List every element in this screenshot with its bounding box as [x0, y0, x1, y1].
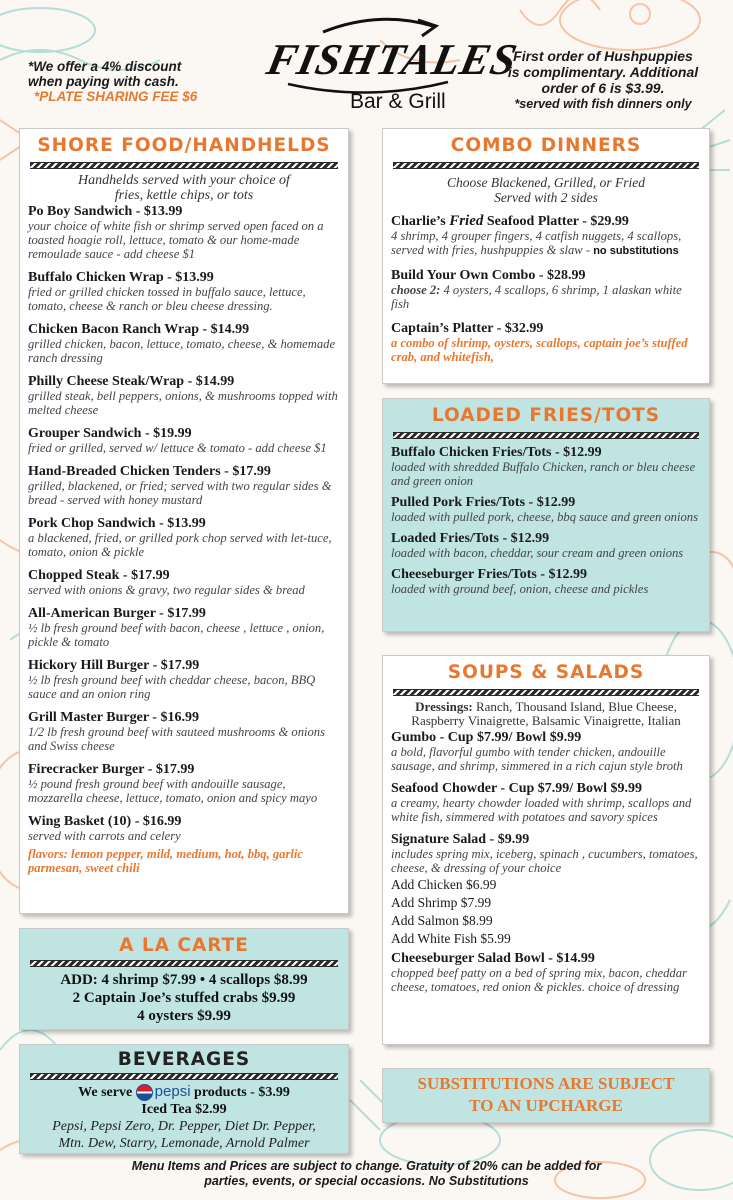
addon-item: Add Salmon $8.99: [391, 913, 493, 928]
item-description: fried or grilled, served w/ lettuce & tomato - add cheese $1: [28, 441, 327, 455]
item-description: served with carrots and celery: [28, 829, 181, 843]
item-name-part: Charlie’s: [391, 214, 450, 229]
desc-text: 4 oysters, 4 scallops, 6 shrimp, 1 alaskan white fish: [391, 283, 682, 311]
section-title: BEVERAGES: [117, 1049, 251, 1070]
soups-salads-section: [382, 655, 710, 1045]
pepsi-wordmark: pepsi: [154, 1083, 191, 1100]
item-name: All-American Burger - $17.99: [28, 606, 206, 621]
item-description: loaded with shredded Buffalo Chicken, ranch or bleu cheese and green onion: [391, 460, 696, 488]
logo-subtitle: Bar & Grill: [350, 90, 446, 113]
menu-item: [391, 567, 701, 596]
item-description: includes spring mix, iceberg, spinach , cucumbers, tomatoes, cheese, & dressing of your choice: [391, 847, 698, 875]
drink-list-line: Mtn. Dew, Starry, Lemonade, Arnold Palmer: [58, 1136, 310, 1152]
item-name: Chicken Bacon Ranch Wrap - $14.99: [28, 322, 250, 337]
item-name: Pulled Pork Fries/Tots - $12.99: [391, 495, 576, 510]
section-intro: [391, 175, 701, 205]
loaded-fries-section: [382, 398, 710, 632]
iced-tea-line: Iced Tea $2.99: [141, 1102, 227, 1118]
carte-line: ADD: 4 shrimp $7.99 • 4 scallops $8.99: [60, 972, 308, 988]
item-name: Gumbo - Cup $7.99/ Bowl $9.99: [391, 730, 582, 745]
rope-divider: [393, 162, 699, 169]
footer-disclaimer: [60, 1159, 673, 1189]
item-name: Philly Cheese Steak/Wrap - $14.99: [28, 374, 235, 389]
restaurant-logo: [262, 14, 522, 120]
menu-item: [391, 730, 701, 773]
menu-item: [391, 445, 701, 488]
item-description: ½ lb fresh ground beef with bacon, cheese , lettuce , onion, pickle & tomato: [28, 621, 325, 649]
item-name: Grill Master Burger - $16.99: [28, 710, 199, 725]
intro-line: Handhelds served with your choice of: [78, 173, 290, 188]
item-description: loaded with pulled pork, cheese, bbq sauce and green onions: [391, 510, 698, 524]
menu-item: [391, 321, 701, 364]
menu-item: [28, 710, 340, 753]
menu-item: [391, 531, 701, 560]
dressings-line: Ranch, Thousand Island, Blue Cheese,: [472, 699, 677, 714]
menu-item: [28, 658, 340, 701]
item-name: Hickory Hill Burger - $17.99: [28, 658, 200, 673]
item-description: 1/2 lb fresh ground beef with sauteed mushrooms & onions and Swiss cheese: [28, 725, 325, 753]
menu-item: [391, 268, 701, 311]
a-la-carte-section: [19, 928, 349, 1030]
pepsi-products-line: [28, 1083, 340, 1101]
intro-line: Served with 2 sides: [494, 190, 598, 205]
dressings-list: [391, 700, 701, 728]
footer-line: parties, events, or special occasions. No Substitutions: [204, 1174, 529, 1188]
dressings-label: Dressings:: [415, 699, 473, 714]
shore-food-section: [19, 128, 349, 914]
menu-item: [391, 951, 701, 994]
no-substitutions-note: no substitutions: [593, 245, 679, 257]
item-name: Cheeseburger Fries/Tots - $12.99: [391, 567, 587, 582]
item-description: loaded with bacon, cheddar, sour cream and green onions: [391, 546, 684, 560]
item-name: Wing Basket (10) - $16.99: [28, 814, 182, 829]
rope-divider: [30, 162, 338, 169]
plate-sharing-fee: *PLATE SHARING FEE $6: [34, 89, 198, 104]
menu-item: [28, 516, 340, 559]
hush-line-3: order of 6 is $3.99.: [541, 80, 665, 96]
we-serve-text: We serve: [78, 1085, 136, 1100]
carte-line: 2 Captain Joe’s stuffed crabs $9.99: [72, 990, 296, 1006]
item-name: Po Boy Sandwich - $13.99: [28, 204, 183, 219]
menu-item: [28, 464, 340, 507]
item-description: a creamy, hearty chowder loaded with shrimp, scallops and white fish, simmered with potatoes and savory spices: [391, 796, 692, 824]
pepsi-logo-icon: [136, 1084, 153, 1101]
item-description: grilled, blackened, or fried; served with two regular sides & bread - served with honey mustard: [28, 479, 332, 507]
section-title: SOUPS & SALADS: [447, 662, 645, 683]
fried-emphasis: Fried: [449, 213, 484, 229]
item-name: Firecracker Burger - $17.99: [28, 762, 195, 777]
logo-wordmark: FISHTALES: [262, 35, 522, 84]
menu-item: [391, 495, 701, 524]
salad-addons: [391, 877, 701, 947]
menu-item: [28, 814, 340, 843]
menu-item: [28, 568, 340, 597]
item-name: Signature Salad - $9.99: [391, 832, 530, 847]
addon-item: Add White Fish $5.99: [391, 931, 511, 946]
item-description: ½ pound fresh ground beef with andouille sausage, mozzarella cheese, lettuce, tomato, onion and spicy mayo: [28, 777, 318, 805]
wing-flavors: flavors: lemon pepper, mild, medium, hot, bbq, garlic parmesan, sweet chili: [28, 847, 303, 875]
item-description: ½ lb fresh ground beef with cheddar cheese, bacon, BBQ sauce and an onion ring: [28, 673, 316, 701]
combo-dinners-section: [382, 128, 710, 384]
item-name: Cheeseburger Salad Bowl - $14.99: [391, 951, 595, 966]
substitutions-line: TO AN UPCHARGE: [469, 1096, 623, 1115]
desc-text: 4 shrimp, 4 grouper fingers, 4 catfish nuggets, 4 scallops, served with fries, hushpuppies & slaw -: [391, 229, 682, 257]
hush-line-1: First order of Hushpuppies: [513, 48, 693, 64]
menu-items-list: [28, 204, 340, 875]
carte-line: 4 oysters $9.99: [137, 1008, 231, 1024]
drink-list-line: Pepsi, Pepsi Zero, Dr. Pepper, Diet Dr. Pepper,: [52, 1119, 316, 1135]
rope-divider: [30, 1073, 338, 1080]
item-name: Loaded Fries/Tots - $12.99: [391, 531, 550, 546]
item-description: grilled chicken, bacon, lettuce, tomato, cheese, & homemade ranch dressing: [28, 337, 336, 365]
hushpuppies-notice: [483, 48, 723, 112]
item-name: Build Your Own Combo - $28.99: [391, 268, 586, 283]
intro-line: fries, kettle chips, or tots: [114, 188, 254, 203]
menu-item: [391, 214, 701, 258]
menu-item: [28, 270, 340, 313]
intro-line: Choose Blackened, Grilled, or Fried: [447, 175, 645, 190]
item-description: a blackened, fried, or grilled pork chop served with let-tuce, tomato, onion & pickle: [28, 531, 332, 559]
item-name: Hand-Breaded Chicken Tenders - $17.99: [28, 464, 271, 479]
item-name: Grouper Sandwich - $19.99: [28, 426, 192, 441]
beverages-section: [19, 1044, 349, 1154]
choose-label: choose 2:: [391, 283, 441, 297]
addon-item: Add Shrimp $7.99: [391, 895, 492, 910]
section-title: COMBO DINNERS: [450, 135, 642, 156]
item-description: served with onions & gravy, two regular sides & bread: [28, 583, 305, 597]
item-description: [391, 229, 701, 258]
substitutions-line: SUBSTITUTIONS ARE SUBJECT: [417, 1074, 675, 1093]
item-description: fried or grilled chicken tossed in buffalo sauce, lettuce, tomato, cheese & ranch or bleu cheese dressing.: [28, 285, 306, 313]
item-description: a combo of shrimp, oysters, scallops, captain joe’s stuffed crab, and whitefish,: [391, 336, 688, 364]
item-name: Chopped Steak - $17.99: [28, 568, 170, 583]
rope-divider: [30, 960, 338, 967]
rope-divider: [393, 689, 699, 696]
hush-line-2: is complimentary. Additional: [507, 64, 699, 80]
menu-item: [28, 374, 340, 417]
menu-item: [28, 762, 340, 805]
hush-note: *served with fish dinners only: [514, 97, 692, 111]
section-title: SHORE FOOD/HANDHELDS: [37, 135, 331, 156]
item-description: chopped beef patty on a bed of spring mix, bacon, cheddar cheese, tomatoes, red onion & pickles. choice of dressing: [391, 966, 687, 994]
discount-line-1: *We offer a 4% discount: [28, 59, 182, 74]
menu-item: [28, 322, 340, 365]
menu-item: [28, 204, 340, 261]
products-price: products - $3.99: [190, 1085, 290, 1100]
section-title: LOADED FRIES/TOTS: [431, 405, 661, 426]
addon-item: Add Chicken $6.99: [391, 877, 497, 892]
item-description: loaded with ground beef, onion, cheese and pickles: [391, 582, 649, 596]
rope-divider: [393, 432, 699, 439]
item-name: [391, 214, 701, 229]
menu-item: [391, 832, 701, 875]
item-name-part: Seafood Platter - $29.99: [483, 214, 629, 229]
item-description: a bold, flavorful gumbo with tender chicken, andouille sausage, and shrimp, simmered in a rich cajun style broth: [391, 745, 683, 773]
item-description: [391, 283, 701, 311]
item-name: Captain’s Platter - $32.99: [391, 321, 544, 336]
discount-line-2: when paying with cash.: [28, 74, 179, 89]
item-name: Buffalo Chicken Wrap - $13.99: [28, 270, 214, 285]
item-description: grilled steak, bell peppers, onions, & mushrooms topped with melted cheese: [28, 389, 338, 417]
item-description: your choice of white fish or shrimp served open faced on a toasted hoagie roll, lettuce, tomato & our home-made remoulade sauce - add cheese $1: [28, 219, 324, 261]
item-name: Seafood Chowder - Cup $7.99/ Bowl $9.99: [391, 781, 642, 796]
menu-item: [28, 606, 340, 649]
section-intro: [28, 173, 340, 203]
footer-line: Menu Items and Prices are subject to change. Gratuity of 20% can be added for: [131, 1159, 602, 1173]
section-title: A LA CARTE: [119, 935, 249, 956]
substitutions-notice: [382, 1068, 710, 1123]
dressings-line: Raspberry Vinaigrette, Balsamic Vinaigrette, Italian: [411, 713, 681, 728]
menu-item: [28, 426, 340, 455]
item-name: Buffalo Chicken Fries/Tots - $12.99: [391, 445, 602, 460]
item-name: Pork Chop Sandwich - $13.99: [28, 516, 206, 531]
cash-discount-notice: [28, 59, 228, 104]
menu-item: [391, 781, 701, 824]
